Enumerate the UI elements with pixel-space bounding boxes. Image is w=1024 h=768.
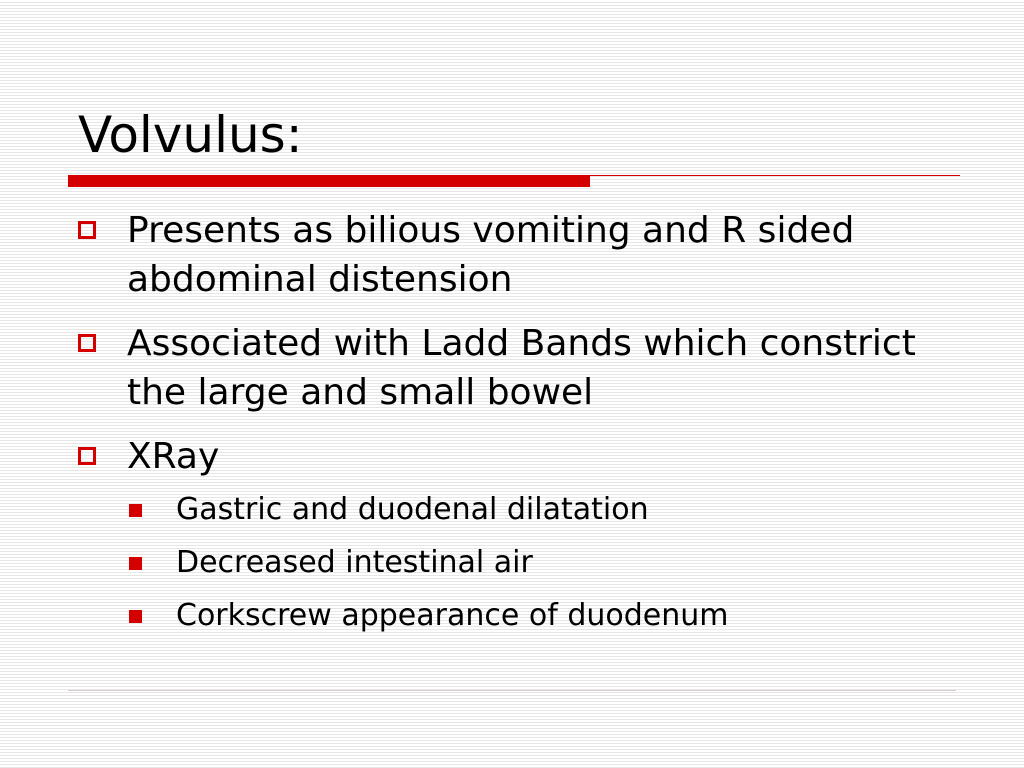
- filled-square-bullet-icon: [129, 557, 142, 570]
- footer-divider: [68, 690, 956, 691]
- hollow-square-bullet-icon: [78, 447, 96, 465]
- bullet-text: XRay: [127, 436, 220, 477]
- sub-bullet-item: [127, 543, 927, 583]
- filled-square-bullet-icon: [129, 610, 142, 623]
- bullet-list: [78, 206, 978, 487]
- bullet-item: [78, 206, 978, 304]
- bullet-item: [78, 319, 978, 417]
- sub-bullet-list: [127, 490, 927, 649]
- hollow-square-bullet-icon: [78, 221, 96, 239]
- sub-bullet-text: Corkscrew appearance of duodenum: [176, 598, 729, 633]
- filled-square-bullet-icon: [129, 504, 142, 517]
- bullet-text: Presents as bilious vomiting and R sided abdominal distension: [127, 210, 855, 300]
- title-underline-accent: [68, 175, 590, 187]
- sub-bullet-item: [127, 490, 927, 530]
- sub-bullet-text: Gastric and duodenal dilatation: [176, 492, 649, 527]
- sub-bullet-item: [127, 596, 927, 636]
- bullet-text: Associated with Ladd Bands which constrict the large and small bowel: [127, 323, 916, 413]
- slide-title: Volvulus:: [78, 106, 303, 164]
- sub-bullet-text: Decreased intestinal air: [176, 545, 533, 580]
- bullet-item: [78, 432, 978, 481]
- hollow-square-bullet-icon: [78, 334, 96, 352]
